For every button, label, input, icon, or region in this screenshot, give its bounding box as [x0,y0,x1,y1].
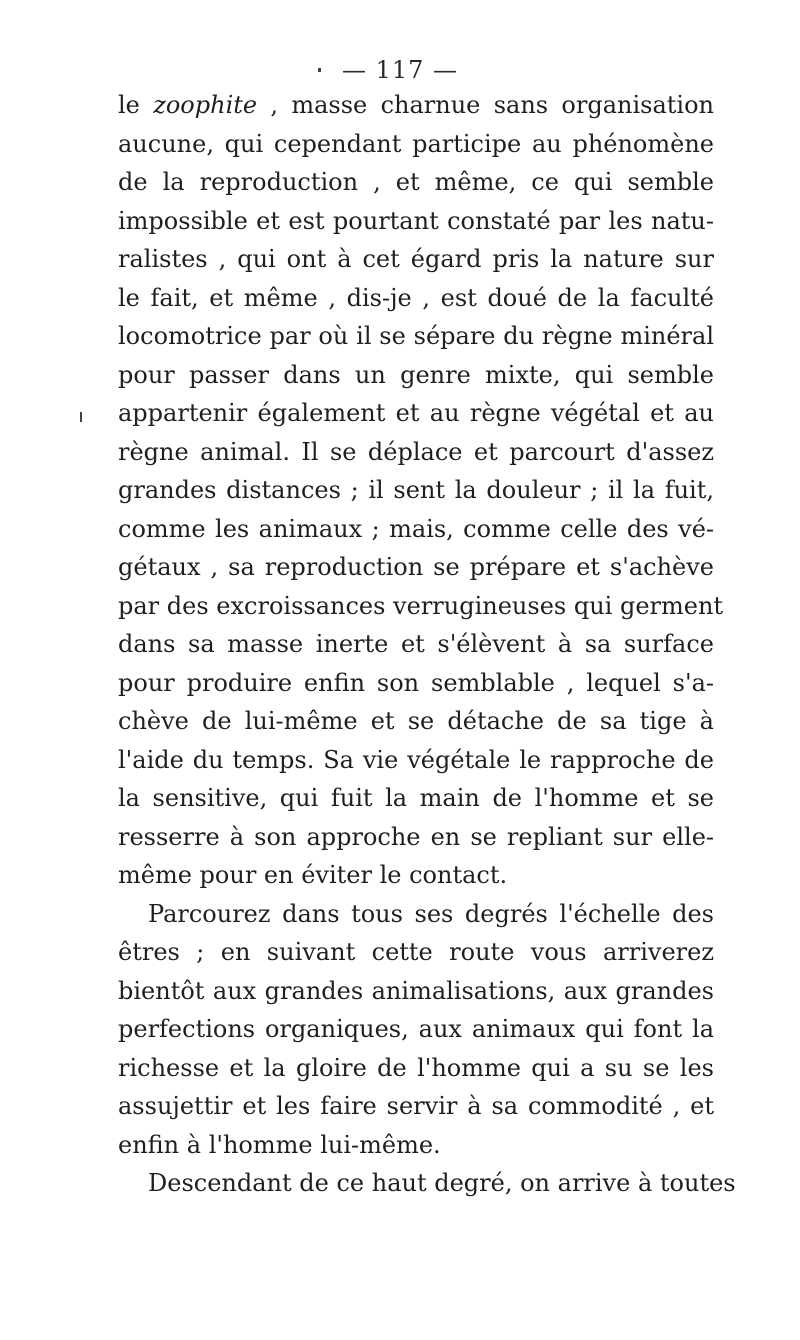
text-line-14: par des excroissances verrugineuses qui germent [118,591,724,620]
margin-mark [80,412,82,422]
text-line-7: locomotrice par où il se sépare du règne minéral [118,322,714,350]
text-line-26: richesse et la gloire de l'homme qui a su se les [118,1053,714,1082]
text-line-27: assujettir et les faire servir à sa commodité , et [118,1092,714,1120]
text-line-18: l'aide du temps. Sa vie végétale le rapproche de [118,745,714,774]
text-line-3: de la reproduction , et même, ce qui semble [118,168,714,196]
text-line-6: le fait, et même , dis-je , est doué de la faculté [118,283,714,312]
text-line-22: Parcourez dans tous ses degrés l'échelle des [148,899,714,928]
text-line-15: dans sa masse inerte et s'élèvent à sa surface [118,630,714,658]
text-line-17: chève de lui-même et se détache de sa tige à [118,707,714,735]
text-line-23: êtres ; en suivant cette route vous arriverez [118,938,714,966]
text-line-25: perfections organiques, aux animaux qui font la [118,1015,714,1043]
text-line-16: pour produire enfin son semblable , lequel s'a- [118,668,714,697]
text-line-28: enfin à l'homme lui-même. [118,1130,441,1159]
text-line-21: même pour en éviter le contact. [118,861,508,889]
text-line-19: la sensitive, qui fuit la main de l'homme et se [118,784,714,812]
page-number: — 117 — [341,56,459,84]
italic-term: zoophite [153,91,258,119]
text-line-29: Descendant de ce haut degré, on arrive à toutes [148,1169,736,1197]
line-prefix: le [118,91,154,119]
text-line-10: règne animal. Il se déplace et parcourt d'assez [118,437,714,466]
text-line-8: pour passer dans un genre mixte, qui semble [118,360,714,389]
text-line-12: comme les animaux ; mais, comme celle des vé- [118,514,714,543]
text-line-1 [118,86,714,125]
text-line-13: gétaux , sa reproduction se prépare et s'achève [118,553,714,581]
text-line-5: ralistes , qui ont à cet égard pris la nature sur [118,245,714,273]
body-text [118,86,736,1203]
text-line-20: resserre à son approche en se repliant sur elle- [118,822,714,851]
text-line-2: aucune, qui cependant participe au phénomène [118,129,714,158]
line-rest: , masse charnue sans organisation [257,91,714,119]
text-line-24: bientôt aux grandes animalisations, aux grandes [118,976,714,1005]
text-line-9: appartenir également et au règne végétal et au [118,399,714,427]
text-line-11: grandes distances ; il sent la douleur ; il la fuit, [118,476,714,504]
text-line-4: impossible et est pourtant constaté par les natu- [118,206,714,235]
